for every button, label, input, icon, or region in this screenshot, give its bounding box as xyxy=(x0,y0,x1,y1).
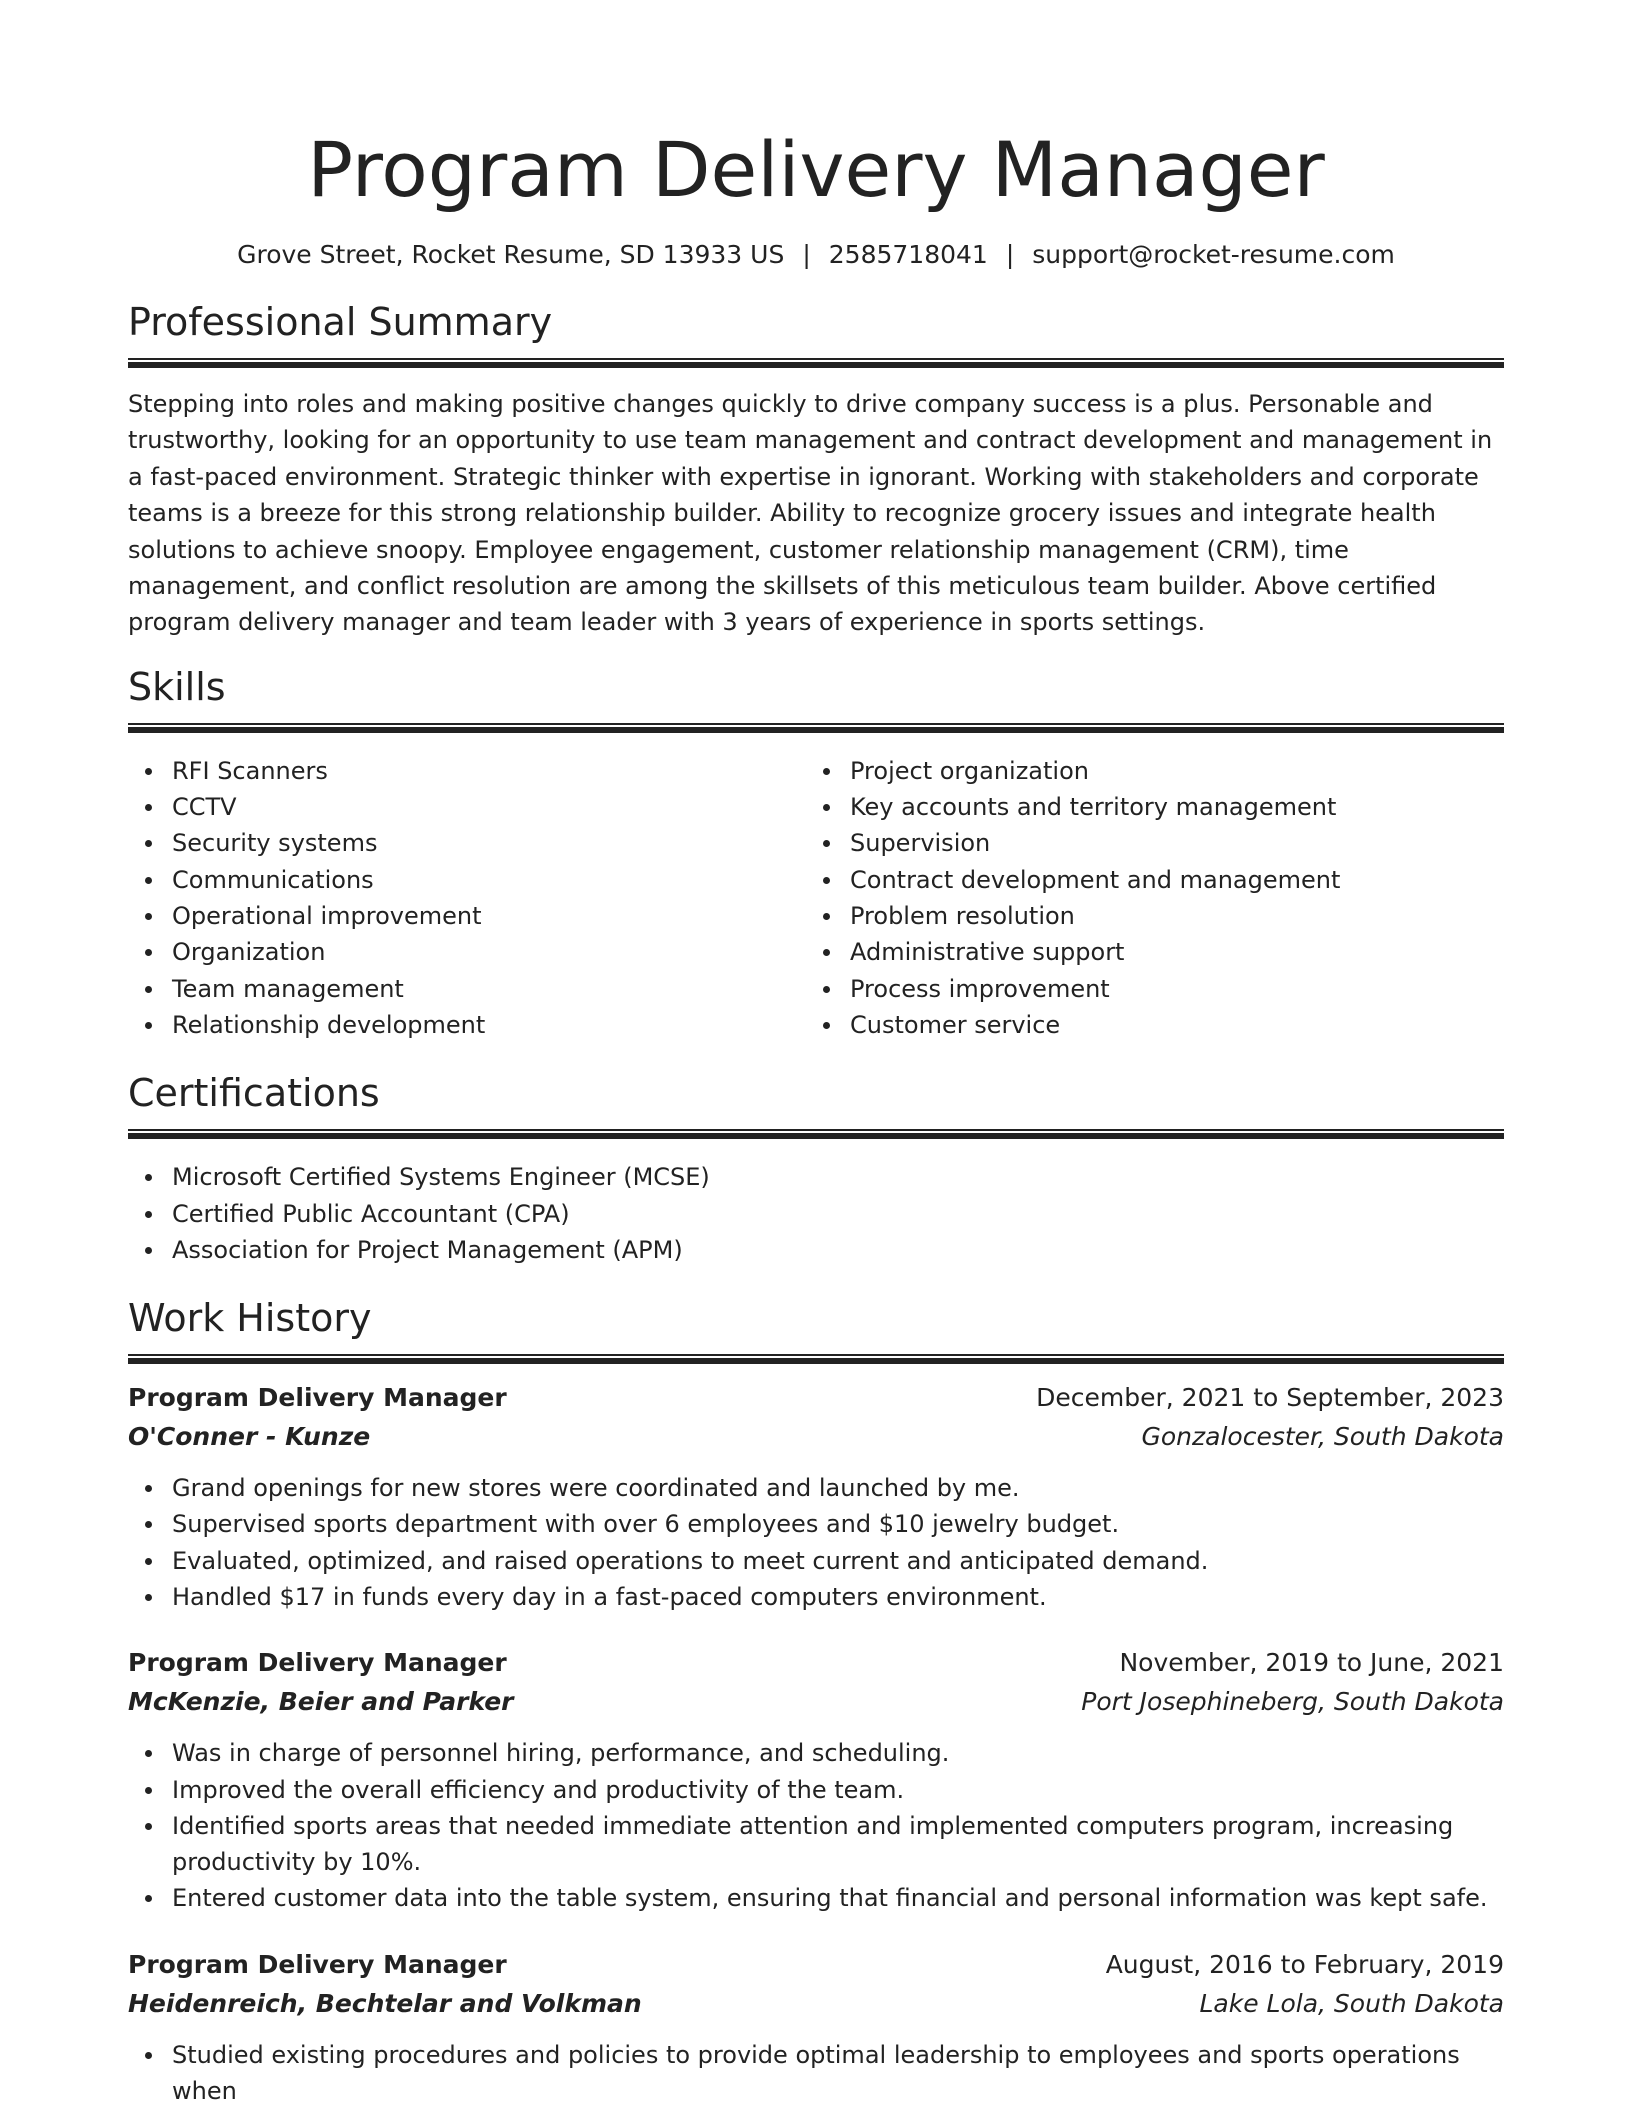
certification-item: Microsoft Certified Systems Engineer (MCSE) xyxy=(128,1159,1504,1195)
job-dates: November, 2019 to June, 2021 xyxy=(1119,1648,1504,1678)
section-divider xyxy=(128,723,1504,733)
section-title-skills: Skills xyxy=(128,664,226,709)
skill-item: RFI Scanners xyxy=(128,753,806,789)
job-bullets xyxy=(128,2037,1504,2110)
skill-item: Project organization xyxy=(806,753,1484,789)
job-title: Program Delivery Manager xyxy=(128,1949,507,1979)
job-entry xyxy=(128,1643,1504,1916)
skill-item: Problem resolution xyxy=(806,898,1484,934)
email: support@rocket-resume.com xyxy=(1032,240,1395,269)
job-dates: August, 2016 to February, 2019 xyxy=(1105,1949,1504,1979)
section-title-work: Work History xyxy=(128,1296,372,1341)
separator: | xyxy=(1005,240,1015,269)
section-divider xyxy=(128,1354,1504,1364)
job-bullets xyxy=(128,1735,1504,1916)
skill-item: Supervision xyxy=(806,825,1484,861)
job-bullet: Grand openings for new stores were coordinated and launched by me. xyxy=(128,1470,1504,1506)
skill-item: Contract development and management xyxy=(806,862,1484,898)
skills-right-list xyxy=(806,753,1484,1043)
job-company: McKenzie, Beier and Parker xyxy=(128,1687,514,1717)
skill-item: Process improvement xyxy=(806,971,1484,1007)
resume-page xyxy=(128,0,1504,2109)
phone: 2585718041 xyxy=(828,240,988,269)
job-bullet: Identified sports areas that needed immediate attention and implemented computers program, increasing productivity by 10%. xyxy=(128,1808,1504,1881)
skill-item: CCTV xyxy=(128,789,806,825)
section-divider xyxy=(128,1129,1504,1139)
job-company: Heidenreich, Bechtelar and Volkman xyxy=(128,1988,642,2018)
job-dates: December, 2021 to September, 2023 xyxy=(1036,1383,1504,1413)
job-bullet: Supervised sports department with over 6 employees and $10 jewelry budget. xyxy=(128,1506,1504,1542)
certifications-list xyxy=(128,1159,1504,1268)
job-title: Program Delivery Manager xyxy=(128,1648,507,1678)
job-location: Port Josephineberg, South Dakota xyxy=(1081,1687,1504,1717)
section-title-certifications: Certifications xyxy=(128,1071,380,1116)
skill-item: Operational improvement xyxy=(128,898,806,934)
section-divider xyxy=(128,358,1504,368)
job-company: O'Conner - Kunze xyxy=(128,1422,371,1452)
job-location: Gonzalocester, South Dakota xyxy=(1141,1422,1504,1452)
resume-name: Program Delivery Manager xyxy=(307,125,1325,214)
job-bullet: Studied existing procedures and policies to provide optimal leadership to employees and sports operations when xyxy=(128,2037,1504,2110)
skill-item: Customer service xyxy=(806,1007,1484,1043)
certification-item: Association for Project Management (APM) xyxy=(128,1232,1504,1268)
separator: | xyxy=(802,240,811,269)
skill-item: Team management xyxy=(128,971,806,1007)
skills-section xyxy=(128,663,1504,1043)
skill-item: Organization xyxy=(128,934,806,970)
job-bullets xyxy=(128,1470,1504,1615)
address: Grove Street, Rocket Resume, SD 13933 US xyxy=(237,240,785,269)
job-bullet: Was in charge of personnel hiring, performance, and scheduling. xyxy=(128,1735,1504,1771)
job-location: Lake Lola, South Dakota xyxy=(1199,1988,1504,2018)
job-bullet: Entered customer data into the table system, ensuring that financial and personal information was kept safe. xyxy=(128,1880,1504,1916)
summary-section xyxy=(128,298,1504,641)
job-bullet: Handled $17 in funds every day in a fast-paced computers environment. xyxy=(128,1579,1504,1615)
contact-line xyxy=(128,238,1504,272)
job-entry xyxy=(128,1945,1504,2110)
job-entry xyxy=(128,1378,1504,1615)
job-bullet: Evaluated, optimized, and raised operations to meet current and anticipated demand. xyxy=(128,1543,1504,1579)
work-section xyxy=(128,1294,1504,2109)
skills-left-list xyxy=(128,753,806,1043)
skill-item: Security systems xyxy=(128,825,806,861)
job-bullet: Improved the overall efficiency and productivity of the team. xyxy=(128,1772,1504,1808)
skill-item: Key accounts and territory management xyxy=(806,789,1484,825)
certification-item: Certified Public Accountant (CPA) xyxy=(128,1196,1504,1232)
skill-item: Communications xyxy=(128,862,806,898)
section-title-summary: Professional Summary xyxy=(128,300,553,344)
skill-item: Relationship development xyxy=(128,1007,806,1043)
job-title: Program Delivery Manager xyxy=(128,1383,507,1413)
certifications-section xyxy=(128,1069,1504,1268)
summary-text: Stepping into roles and making positive changes quickly to drive company success is a plus. Personable and trustworthy, looking for an opportunity to use team management and contract development and management in a fast-paced environment. Strategic thinker with expertise in ignorant. Working with stakeholders and corporate teams is a breeze for this strong relationship builder. Ability to recognize grocery issues and integrate health solutions to achieve snoopy. Employee engagement, customer relationship management (CRM), time management, and conflict resolution are among the skillsets of this meticulous team builder. Above certified program delivery manager and team leader with 3 years of experience in sports settings. xyxy=(128,390,1493,637)
skill-item: Administrative support xyxy=(806,934,1484,970)
